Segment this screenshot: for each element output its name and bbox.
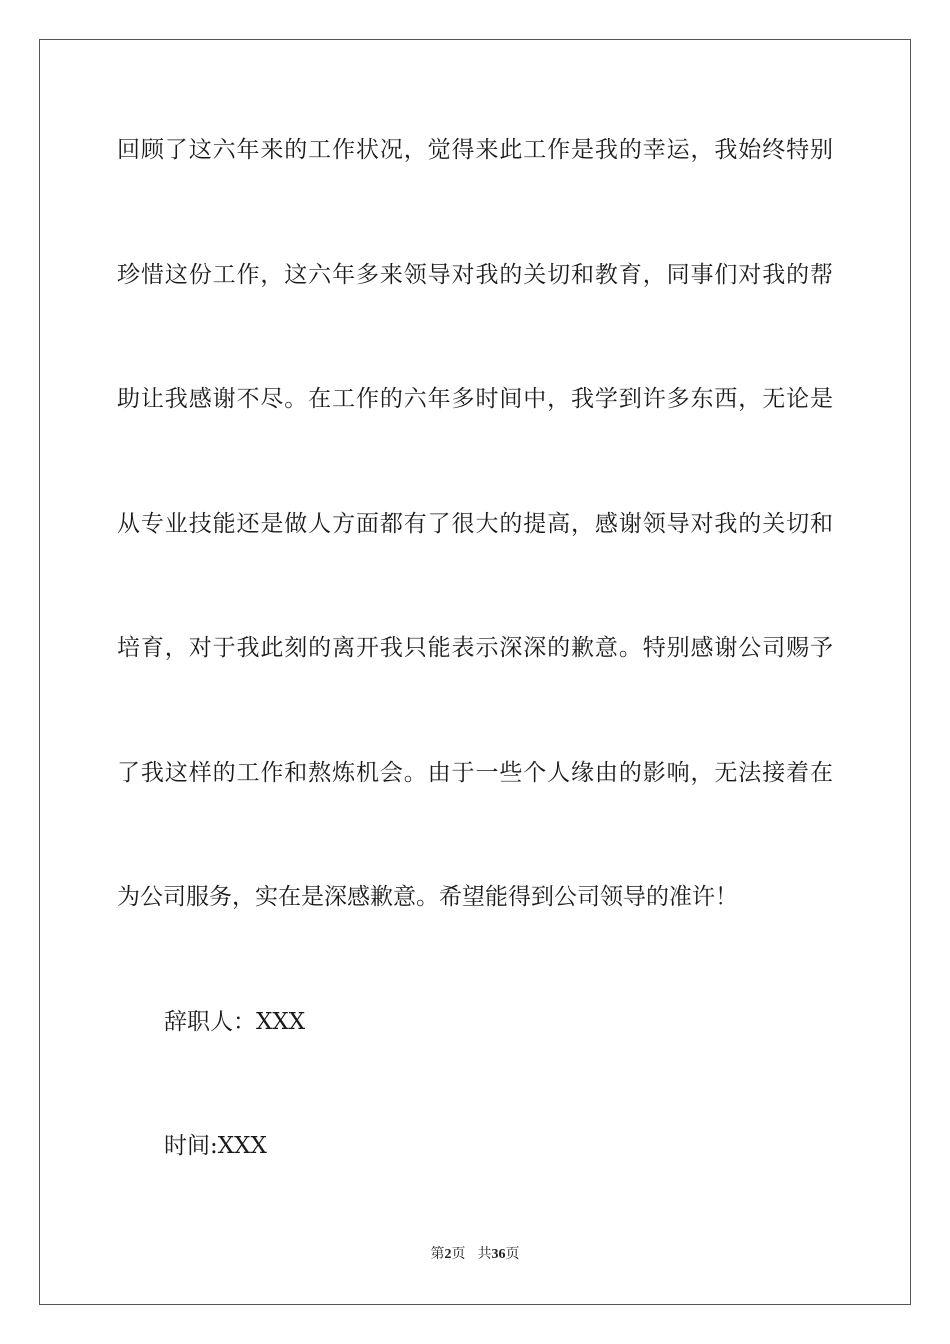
current-page-number: 2 [444, 1247, 452, 1262]
signature-date: 时间:XXX [164, 1133, 267, 1159]
body-line: 培育，对于我此刻的离开我只能表示深深的歉意。特别感谢公司赐予 [117, 635, 833, 661]
page-footer [0, 1246, 950, 1264]
body-line: 为公司服务，实在是深感歉意。希望能得到公司领导的准许！ [117, 884, 738, 910]
body-line: 回顾了这六年来的工作状况，觉得来此工作是我的幸运，我始终特别 [117, 137, 833, 163]
page-label-suffix: 页 [451, 1247, 466, 1262]
body-line: 珍惜这份工作，这六年多来领导对我的关切和教育，同事们对我的帮 [117, 262, 833, 288]
page-label-prefix: 第 [430, 1247, 445, 1262]
total-label-prefix: 共 [477, 1247, 492, 1262]
body-line: 了我这样的工作和熬炼机会。由于一些个人缘由的影响，无法接着在 [117, 760, 833, 786]
page-border [39, 39, 911, 1305]
body-line: 助让我感谢不尽。在工作的六年多时间中，我学到许多东西，无论是 [117, 386, 833, 412]
total-label-suffix: 页 [505, 1247, 520, 1262]
total-page-count: 36 [491, 1247, 506, 1262]
resigner-signature: 辞职人：XXX [164, 1009, 306, 1035]
body-line: 从专业技能还是做人方面都有了很大的提高，感谢领导对我的关切和 [117, 511, 833, 537]
